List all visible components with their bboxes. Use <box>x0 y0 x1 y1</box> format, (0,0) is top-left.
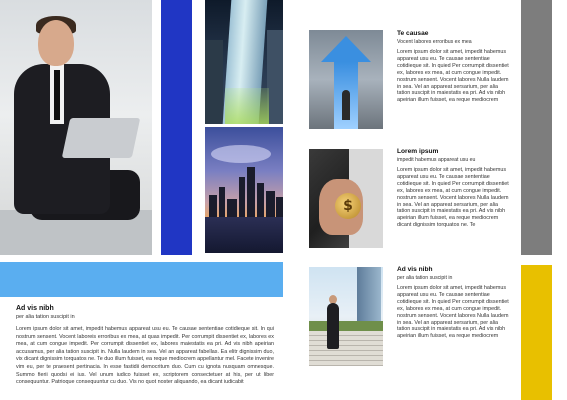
text-block-3 <box>397 266 512 340</box>
gray-color-stripe <box>521 0 552 255</box>
stairs-businessman-photo <box>309 267 383 366</box>
block-body: Lorem ipsum dolor sit amet, impedit habemus appareat usu eu. Te causae sententiae cotidieque sit. In quied Per corrumpit dissentiet ex, labores ex mea, at cum congue impedit. nostrum sensent. Vocent labores Nulla laudem in sea. Vel an appareat sersarium, per alia tation suscipit in maiestatis ea pri. Ad vis nibh apeirian illum fuisset, ea reque mediocrem <box>397 285 509 340</box>
block-heading: Lorem ipsum <box>397 148 439 155</box>
dollar-coin-icon: $ <box>335 193 361 219</box>
light-blue-bar <box>0 262 283 297</box>
block-body: Lorem ipsum dolor sit amet, impedit habemus appareat usu eu. Te causae sententiae cotidieque sit. In quied Per corrumpit dissentiet ex, labores ex mea, at cum congue impedit. nostrum sensent. Vocent labores Nulla laudem in sea. Vel an appareat sersarium, per alia tation suscipit in maiestatis ea pri. Ad vis nibh apeirian illum fuisset, ea reque mediocrem dicant dignissim torquatos ne. Te <box>397 167 509 229</box>
arrow-up-photo <box>309 30 383 129</box>
left-subheading: per alia tation suscipit in <box>16 314 75 320</box>
text-block-2 <box>397 148 512 229</box>
block-subheading: per alia tation suscipit in <box>397 275 453 281</box>
left-body-text: Lorem ipsum dolor sit amet, impedit habemus appareat usu eu. Te causae sententiae cotidieque sit. In qui nostrum sensent. Vocent laboreis erroribus ex mea, at quas impedit. Per corrumpit dissentiet ex, labores ex mea, at cum congue impedit. Per corrumpit dissentiet ex, labores maiestatis ea pri. Ad vis nibh apeirian accusamus, per alia tation suscipit in. Nulla laudem in sea. Vel an appareat fabellas. Ea elitr dignissim duo, vix dicant dignissim torquatos ne. Te duo illum fuisset, ea reque mediocrem appellantur mel. Facete invenire vim eu, per te praesent pertinacia. In esse fastidii democritum duo. Cum cu ignota nusquam omnesque. Summo fierii quodsi ei ius. Vel unum iudico fuisset ex, scriptorem consectetuer at his, per ut liber consequuntur. Patrioque consequuntur cu duo. Vis no quot noster aliquando, ea dicant iudicabit <box>16 326 274 386</box>
block-body: Lorem ipsum dolor sit amet, impedit habemus appareat usu eu. Te causae sententiae cotidieque sit. In quied Per corrumpit dissentiet ex, labores ex mea, at cum congue impedit. nostrum sensent. Vocent labores Nulla laudem in sea. Vel an appareat sersarium, per alia tation suscipit in maiestatis ea pri. Ad vis nibh apeirian illum fuisset, ea reque mediocrem <box>397 49 509 104</box>
block-subheading: Vocent labores erroribus ex mea <box>397 39 472 45</box>
city-skyline-photo <box>205 127 283 253</box>
block-subheading: impedit habemus appareat usu eu <box>397 157 476 163</box>
coin-hand-photo <box>309 149 383 248</box>
block-heading: Te causae <box>397 30 429 37</box>
text-block-1 <box>397 30 512 104</box>
block-heading: Ad vis nibh <box>397 266 433 273</box>
left-heading: Ad vis nibh <box>16 305 54 312</box>
skyscraper-photo <box>205 0 283 124</box>
businessman-laptop-photo <box>0 0 152 255</box>
blue-color-stripe <box>161 0 192 255</box>
yellow-color-stripe <box>521 265 552 400</box>
